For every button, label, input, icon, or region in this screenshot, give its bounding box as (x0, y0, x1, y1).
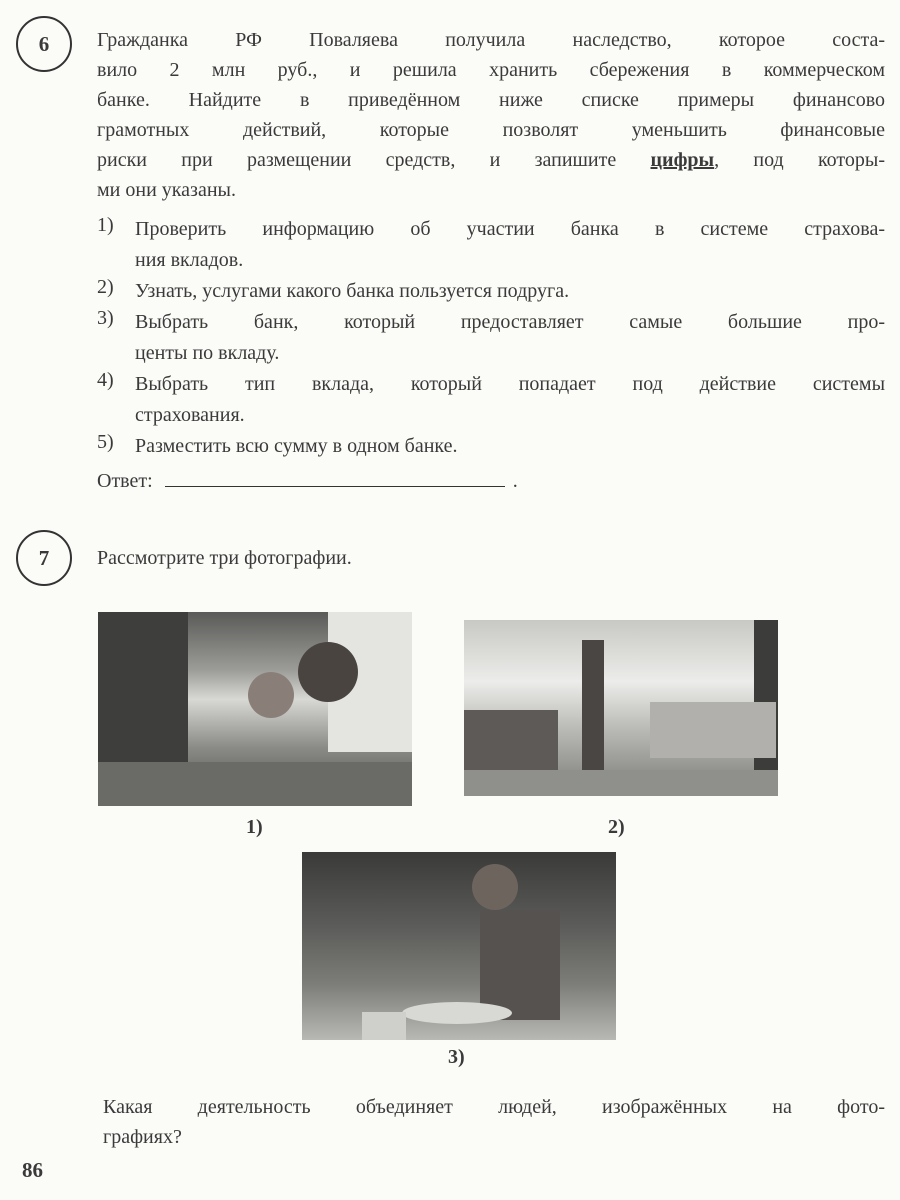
task-7-number: 7 (16, 530, 72, 586)
option-line: ния вкладов. (135, 249, 244, 271)
option-4 (97, 369, 885, 431)
text-span: , под которы- (714, 149, 885, 171)
text-line (97, 145, 885, 175)
text-line: ми они указаны. (97, 179, 236, 201)
option-3 (97, 307, 885, 369)
photo-2 (464, 620, 778, 796)
text-line: грамотных действий, которые позволят уменьшить финансовые (97, 119, 885, 141)
answer-period: . (512, 470, 518, 492)
photo-1 (98, 612, 412, 806)
answer-field[interactable] (165, 466, 505, 487)
page-number: 86 (22, 1158, 43, 1182)
text-line: Какая деятельность объединяет людей, изображённых на фото- (103, 1096, 885, 1118)
task-7-question (103, 1092, 885, 1152)
task-6-options (97, 214, 885, 462)
option-line: Проверить информацию об участии банка в системе страхова- (135, 218, 885, 240)
photo-3 (302, 852, 616, 1040)
task-6-text (97, 25, 885, 205)
option-line: страхования. (135, 404, 245, 426)
emphasis-digits: цифры (650, 149, 715, 171)
answer-label: Ответ: (97, 470, 153, 492)
text-line: вило 2 млн руб., и решила хранить сбережения в коммерческом (97, 59, 885, 81)
photo-1-caption: 1) (246, 816, 263, 838)
option-number: 4) (97, 369, 114, 391)
option-line: Выбрать банк, который предоставляет самые большие про- (135, 311, 885, 333)
option-number: 2) (97, 276, 114, 298)
text-line: Гражданка РФ Поваляева получила наследство, которое соста- (97, 29, 885, 51)
text-line: графиях? (103, 1126, 182, 1148)
text-span: риски при размещении средств, и запишите (97, 149, 651, 171)
option-line: Узнать, услугами какого банка пользуется подруга. (135, 280, 570, 302)
option-2 (97, 276, 885, 307)
option-number: 1) (97, 214, 114, 236)
option-number: 3) (97, 307, 114, 329)
option-1 (97, 214, 885, 276)
answer-row (97, 466, 518, 496)
option-5 (97, 431, 885, 462)
photo-2-caption: 2) (608, 816, 625, 838)
task-7-intro: Рассмотрите три фотографии. (97, 547, 352, 569)
option-line: центы по вкладу. (135, 342, 280, 364)
task-6-number: 6 (16, 16, 72, 72)
option-line: Выбрать тип вклада, который попадает под действие системы (135, 373, 885, 395)
option-line: Разместить всю сумму в одном банке. (135, 435, 458, 457)
option-number: 5) (97, 431, 114, 453)
photo-3-caption: 3) (448, 1046, 465, 1068)
text-line: банке. Найдите в приведённом ниже списке примеры финансово (97, 89, 885, 111)
